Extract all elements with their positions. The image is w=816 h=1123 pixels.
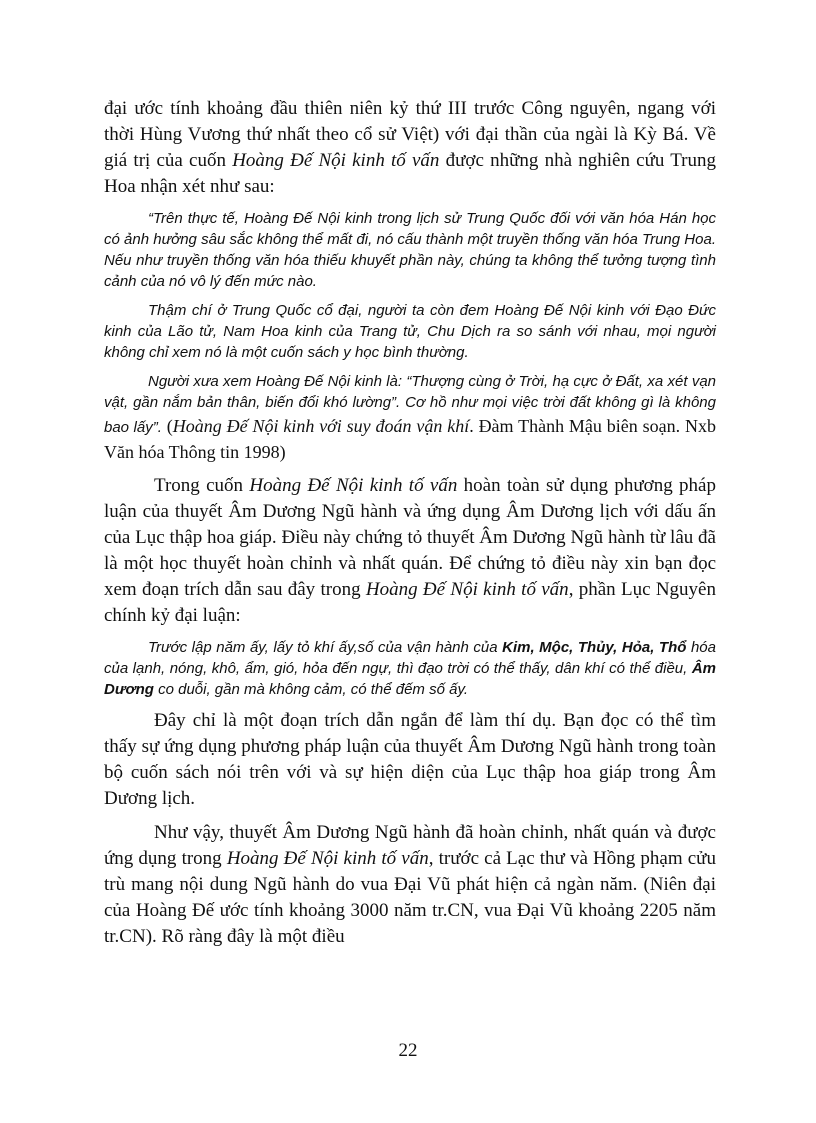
book-title: Hoàng Đế Nội kinh tố vấn [249,475,458,496]
quote-1-paragraph-2: Thậm chí ở Trung Quốc cổ đại, người ta còn đem Hoàng Đế Nội kinh với Đạo Đức kinh của Lão tử, Nam Hoa kinh của Trang tử, Chu Dịch ra so sánh với nhau, mọi người không chỉ xem nó là một cuốn sách y học bình thường. [104,302,716,361]
book-title: Hoàng Đế Nội kinh tố vấn [226,848,429,869]
quote-source: (Hoàng Đế Nội kinh với suy đoán vận khí. Đàm Thành Mậu biên soạn. Nxb Văn hóa Thông tin 1998) [104,416,716,462]
paragraph-1: đại ước tính khoảng đầu thiên niên kỷ thứ III trước Công nguyên, ngang với thời Hùng Vương thứ nhất theo cổ sử Việt) với đại thần của ngài là Kỳ Bá. Về giá trị của cuốn Hoàng Đế Nội kinh tố vấn được những nhà nghiên cứu Trung Hoa nhận xét như sau: [104,98,716,197]
source-title: Hoàng Đế Nội kinh với suy đoán vận khí [172,416,470,436]
paragraph-4: Như vậy, thuyết Âm Dương Ngũ hành đã hoàn chỉnh, nhất quán và được ứng dụng trong Hoàng Đế Nội kinh tố vấn, trước cả Lạc thư và Hồng phạm cửu trù mang nội dung Ngũ hành do vua Đại Vũ phát hiện cả ngàn năm. (Niên đại của Hoàng Đế ước tính khoảng 3000 năm tr.CN, vua Đại Vũ khoảng 2205 năm tr.CN). Rõ ràng đây là một điều [104,822,716,947]
quote-2-paragraph: Trước lập năm ấy, lấy tỏ khí ấy,số của vận hành của Kim, Mộc, Thủy, Hỏa, Thổ hóa của lạnh, nóng, khô, ẩm, gió, hỏa đến ngự, thì đạo trời có thể thấy, dân khí có thể điều, Âm Dương co duỗi, gần mà không cảm, có thể đếm số ấy. [104,639,716,698]
quote-block-1 [104,208,716,465]
book-title: Hoàng Đế Nội kinh tố vấn [365,579,569,600]
paragraph-3: Đây chỉ là một đoạn trích dẫn ngắn để làm thí dụ. Bạn đọc có thể tìm thấy sự ứng dụng phương pháp luận của thuyết Âm Dương Ngũ hành trong toàn bộ cuốn sách nói trên với và sự hiện diện của Lục thập hoa giáp trong Âm Dương lịch. [104,710,716,809]
paragraph-2: Trong cuốn Hoàng Đế Nội kinh tố vấn hoàn toàn sử dụng phương pháp luận của thuyết Âm Dương Ngũ hành và ứng dụng Âm Dương lịch với dấu ấn của Lục thập hoa giáp. Điều này chứng tỏ thuyết Âm Dương Ngũ hành từ lâu đã là một học thuyết hoàn chỉnh và nhất quán. Để chứng tỏ điều này xin bạn đọc xem đoạn trích dẫn sau đây trong Hoàng Đế Nội kinh tố vấn, phần Lục Nguyên chính kỷ đại luận: [104,475,716,626]
am-duong: Âm Dương [104,660,716,698]
page-number: 22 [398,1040,418,1061]
quote-1-paragraph-1: “Trên thực tế, Hoàng Đế Nội kinh trong lịch sử Trung Quốc đối với văn hóa Hán học có ảnh hưởng sâu sắc không thể mất đi, nó cấu thành một truyền thống văn hóa Trung Hoa. Nếu như truyền thống văn hóa thiếu khuyết phần này, chúng ta không thể tưởng tượng tình cảnh của nó vô lý đến mức nào. [104,210,716,290]
page-content [104,96,716,950]
five-elements: Kim, Mộc, Thủy, Hỏa, Thổ [502,639,687,656]
book-title: Hoàng Đế Nội kinh tố vấn [232,150,440,171]
quote-1-paragraph-3: Người xưa xem Hoàng Đế Nội kinh là: “Thượng cùng ở Trời, hạ cực ở Đất, xa xét vạn vật, gần nắm bản thân, biến đổi khó lường”. Cơ hồ như mọi việc trời đất không gì là không bao lấy”. (Hoàng Đế Nội kinh với suy đoán vận khí. Đàm Thành Mậu biên soạn. Nxb Văn hóa Thông tin 1998) [104,373,716,462]
quote-block-2 [104,637,716,700]
